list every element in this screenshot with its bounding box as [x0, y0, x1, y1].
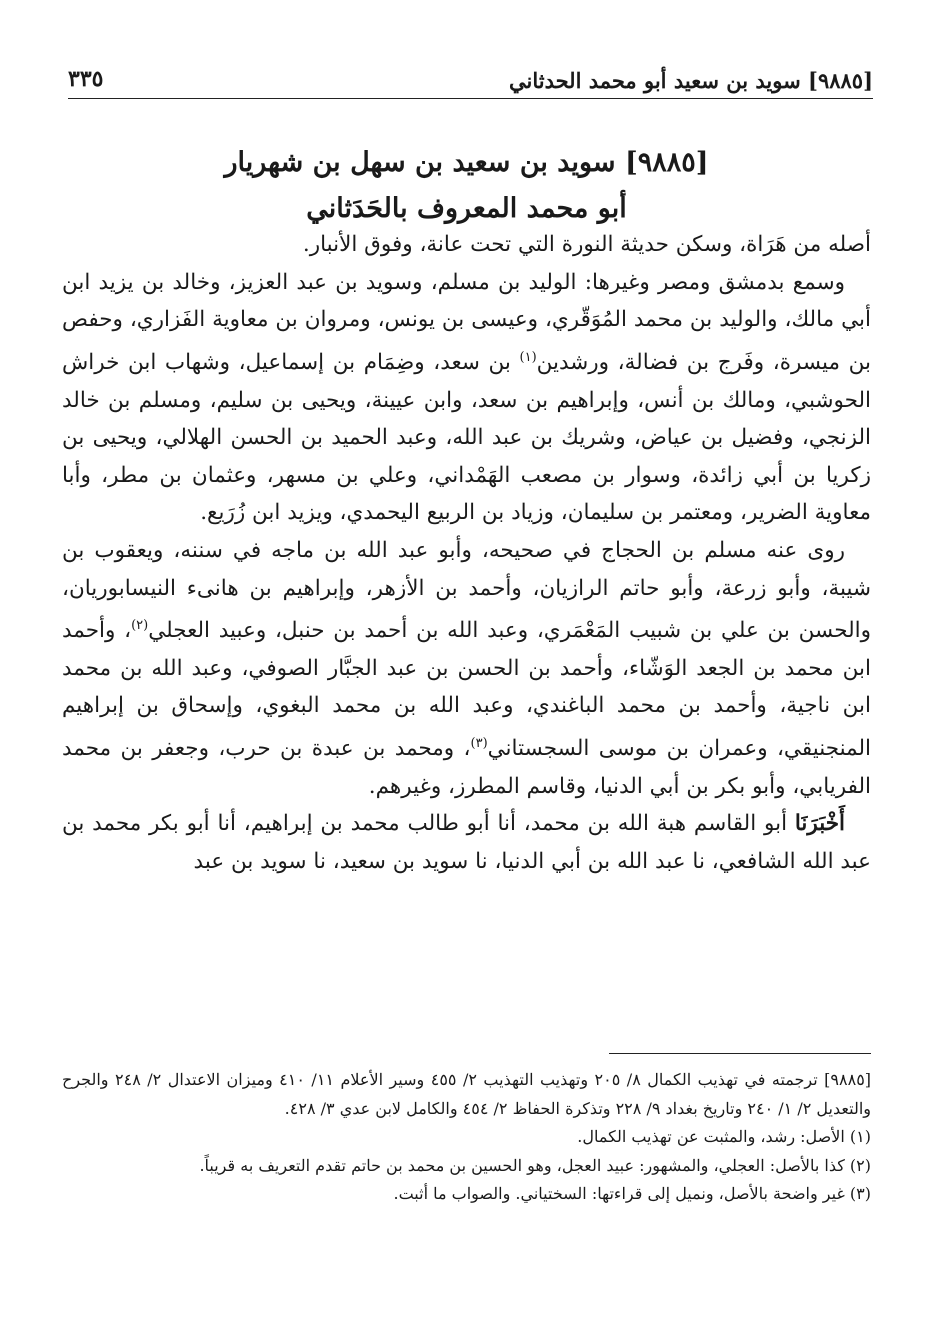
- isnad-lead-word: أَخْبَرَنَا: [794, 811, 845, 837]
- footnote-marker-2: (٢): [131, 618, 149, 634]
- paragraph-isnad: [62, 805, 871, 880]
- footnote-divider: [609, 1053, 871, 1054]
- running-head: [68, 62, 873, 99]
- isnad-text: أبو القاسم هبة الله بن محمد، أنا أبو طالب محمد بن إبراهيم، أنا أبو بكر محمد بن عبد الله الشافعي، نا عبد الله بن أبي الدنيا، نا سويد بن سعيد، نا سويد بن عبد: [62, 811, 871, 874]
- teachers-text-1: وسمع بدمشق ومصر وغيرها: الوليد بن مسلم، وسويد بن عبد العزيز، وخالد بن يزيد ابن أبي مالك، والوليد بن محمد المُوَقّري، وعيسى بن يونس، ومروان بن معاوية الفَزاري، وحفص بن ميسرة، وفَرج بن فضالة، ورشدين: [62, 269, 871, 375]
- footnote-1: (١) الأصل: رشد، والمثبت عن تهذيب الكمال.: [577, 1127, 871, 1146]
- teachers-text-2: بن سعد، وضِمَام بن إسماعيل، وشهاب ابن خراش الحوشبي، ومالك بن أنس، وإبراهيم بن سعد، وابن عيينة، ويحيى بن سليم، ومسلم بن خالد الزنجي، وفضيل بن عياض، وشريك بن عبد الله، وعبد الحميد بن الحسن الهلالي، ويحيى بن زكريا بن أبي زائدة، وسوار بن مصعب الهَمْداني، وعلي بن مسهر، وعثمان بن مطر، وأبا معاوية الضرير، ومعتمر بن سليمان، وزياد بن الربيع اليحمدي، ويزيد ابن زُرَيع.: [62, 349, 871, 526]
- entry-title-line-2: أبو محمد المعروف بالحَدَثاني: [306, 193, 627, 224]
- students-text-3: ، ومحمد بن عبدة بن حرب، وجعفر بن محمد الفريابي، وأبو بكر بن أبي الدنيا، وقاسم المطرز، وغيرهم.: [62, 736, 871, 799]
- paragraph-students: [62, 532, 871, 805]
- students-text-2: ، وأحمد ابن محمد بن الجعد الوَشّاء، وأحمد بن الحسن بن عبد الجبَّار الصوفي، وعبد الله بن محمد ابن ناجية، وأحمد بن محمد الباغندي، وعبد الله بن محمد البغوي، وإسحاق بن إبراهيم المنجنيقي، وعمران بن موسى السجستاني: [62, 618, 872, 762]
- page-number: ٣٣٥: [68, 66, 104, 92]
- students-text-1: روى عنه مسلم بن الحجاج في صحيحه، وأبو عبد الله بن ماجه في سننه، ويعقوب بن شيبة، وأبو زرعة، وأبو حاتم الرازيان، وأحمد بن الأزهر، وإبراهيم بن هانىء النيسابوريان، والحسن بن علي بن شبيب المَعْمَري، وعبد الله بن أحمد بن حنبل، وعبيد العجلي: [62, 537, 871, 644]
- footnote-3: (٣) غير واضحة بالأصل، ونميل إلى قراءتها: السختياني. والصواب ما أثبت.: [393, 1184, 871, 1203]
- body-text: [62, 226, 871, 881]
- footnotes: [62, 1066, 871, 1209]
- footnote-marker-1: (١): [519, 349, 537, 365]
- entry-title: [60, 140, 873, 232]
- entry-title-line-1: [٩٨٨٥] سويد بن سعيد بن سهل بن شهريار: [224, 147, 709, 178]
- footnote-2: (٢) كذا بالأصل: العجلي، والمشهور: عبيد العجل، وهو الحسين بن محمد بن حاتم تقدم التعريف به قريباً.: [199, 1155, 871, 1175]
- paragraph-teachers: [62, 264, 871, 532]
- footnote-marker-3: (٣): [470, 736, 488, 752]
- footnote-sources: [٩٨٨٥] ترجمته في تهذيب الكمال ٨/ ٢٠٥ وتهذيب التهذيب ٢/ ٤٥٥ وسير الأعلام ١١/ ٤١٠ وميزان الاعتدال ٢/ ٢٤٨ والجرح والتعديل ٢/ ١/ ٢٤٠ وتاريخ بغداد ٩/ ٢٢٨ وتذكرة الحفاظ ٢/ ٤٥٤ والكامل لابن عدي ٣/ ٤٢٨.: [62, 1070, 872, 1118]
- paragraph-origin: أصله من هَرَاة، وسكن حديثة النورة التي تحت عانة، وفوق الأنبار.: [302, 232, 871, 257]
- running-head-title: [٩٨٨٥] سويد بن سعيد أبو محمد الحدثاني: [509, 68, 873, 93]
